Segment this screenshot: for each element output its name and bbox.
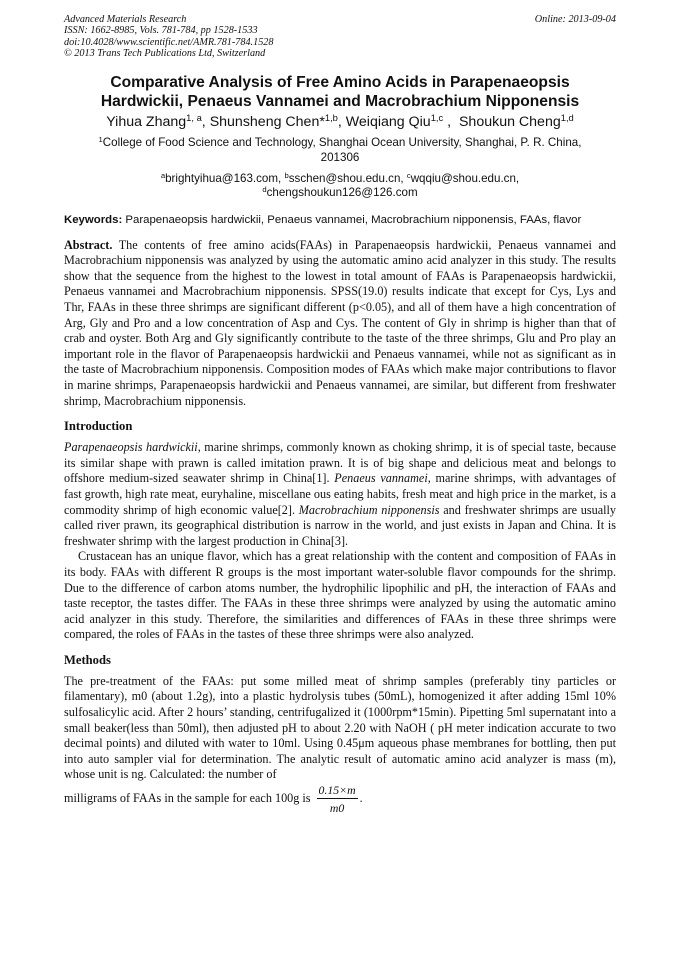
affiliation — [64, 135, 616, 165]
author-sup: 1,b — [324, 112, 338, 123]
keywords-text: Parapenaeopsis hardwickii, Penaeus vannamei, Macrobrachium nipponensis, FAAs, flavor — [122, 213, 582, 226]
paper-title — [64, 73, 616, 111]
author-sep: , — [201, 113, 210, 130]
affiliation-sup: 1 — [98, 134, 103, 144]
author-name: Weiqiang Qiu — [345, 113, 431, 130]
abstract — [64, 238, 616, 410]
author-name: Yihua Zhang — [106, 113, 187, 130]
keywords-label: Keywords: — [64, 213, 123, 226]
email-sup: b — [284, 170, 289, 180]
formula-denominator: m0 — [329, 801, 345, 816]
affiliation-line-1: College of Food Science and Technology, Shanghai Ocean University, Shanghai, P. R. China, — [102, 135, 582, 149]
author-sup: 1,c — [430, 112, 444, 123]
intro-text: , marine shrimps, commonly known as choking shrimp, it is of special taste, because its similar shape with prawn is called imitation prawn. It is of big shape and delicious meat and belongs to offshore medium-sized seawater shrimp in China[1]. — [64, 440, 616, 486]
online-date: Online: 2013-09-04 — [534, 14, 616, 25]
email-sup: c — [406, 170, 411, 180]
abstract-text: The contents of free amino acids(FAAs) in Parapenaeopsis hardwickii, Penaeus vannamei and Macrobrachium nipponensis was analyzed by using the automatic amino acid analyzer in this study. The results show that the sequence from the highest to the lowest in total amount of FAAs is Parapenaeopsis hardwickii, Penaeus vannamei and Macrobrachium nipponensis. SPSS(19.0) results indicate that except for Cys, Lys and Thr, FAAs in these three shrimps are significant different (p<0.05), and all of them have a high concentration of Arg, Gly and Pro and a low concentration of Asp and Cys. The content of Gly in shrimp is higher than that of crab and oyster. Both Arg and Gly significantly contribute to the taste of the three shrimps, Glu and Pro play an important role in the flavor of Parapenaeopsis hardwickii and Penaeus vannamei, while not as significant as in the taste of Macrobrachium nipponensis. Composition modes of FAAs which make major contributions to flavor in marine shrimps, Parapenaeopsis hardwickii and Penaeus vannamei, are similar, but different from freshwater shrimp, Macrobrachium nipponensis. — [64, 237, 616, 408]
copyright-line: © 2013 Trans Tech Publications Ltd, Switzerland — [64, 48, 266, 60]
author-sup: 1, a — [186, 112, 202, 123]
author-name: Shunsheng Chen* — [209, 113, 325, 130]
email-address[interactable]: brightyihua@163.com, — [165, 171, 285, 185]
email-sup: a — [160, 170, 166, 180]
formula-numerator: 0.15×m — [318, 783, 356, 798]
email-sup: d — [262, 184, 267, 194]
email-address[interactable]: chengshoukun126@126.com — [266, 186, 418, 200]
author-name: Shoukun Cheng — [458, 113, 561, 130]
methods-heading: Methods — [64, 652, 111, 667]
introduction-heading: Introduction — [64, 419, 133, 434]
issn-line: ISSN: 1662-8985, Vols. 781-784, pp 1528-1533 — [64, 25, 258, 37]
species-name: Parapenaeopsis hardwickii — [64, 440, 198, 455]
intro-text: , marine shrimps, with advantages of fast growth, high rate meat, euryhaline, miscellane ous eating habits, fresh meat and high price in the market, is a commodity shrimp of high economic value[2]. — [64, 471, 617, 517]
author-sep: , — [443, 113, 459, 130]
title-line-1: Comparative Analysis of Free Amino Acids in Parapenaeopsis — [110, 73, 570, 91]
methods-paragraph-1: The pre-treatment of the FAAs: put some milled meat of shrimp samples (preferably tiny particles or filamentary), m0 (about 1.2g), into a plastic hydrolysis tubes (50mL), homogenized it after adding 15ml 10% sulfosalicylic acid. After 2 hours’ standing, centrifugalized it (1000rpm*15min). Pipetting 5ml supernatant into a small beaker(less than 50ml), then adjusted pH to about 2.20 with NaOH ( pH meter indication accurate to two decimal points) and diluted with water to 10ml. Using 0.45μm aqueous phase membranes for bottling, then put into auto sampler vial for determination. The analytic result of automatic amino acid analyzer is mass (m), whose unit is ng. Calculated: the number of — [64, 673, 616, 782]
email-address[interactable]: wqqiu@shou.edu.cn, — [410, 171, 520, 185]
email-list — [64, 172, 616, 201]
author-sep: , — [337, 113, 346, 130]
formula-tail: . — [359, 790, 363, 805]
methods-formula-line — [64, 783, 616, 815]
intro-text: and freshwater shrimps are usually called river prawn, its geographical distribution is narrow in the world, and just exists in Japan and China. It is freshwater shrimp with the largest production in China[3]. — [64, 502, 617, 548]
introduction-paragraph-2: Crustacean has an unique flavor, which has a great relationship with the content and composition of FAAs in its body. FAAs with different R groups is the most important water-soluble flavor compounds for the shrimp. Due to the difference of carbon atoms number, the hydrophilic lipophilic and pH, the interaction of FAAs and taste receptor, the tastes differ. The FAAs in these three shrimps were analyzed by using the automatic amino acid analyzer in this study. Therefore, the similarities and differences of FAAs in these three shrimps were compared, the roles of FAAs in the tastes of these three shrimps were also analyzed. — [64, 549, 616, 642]
formula-fraction — [317, 783, 358, 815]
abstract-label: Abstract. — [64, 237, 113, 252]
publication-header — [64, 14, 616, 60]
species-name: Macrobrachium nipponensis — [298, 502, 440, 517]
species-name: Penaeus vannamei — [334, 471, 428, 486]
author-sup: 1,d — [560, 112, 574, 123]
author-list — [64, 113, 616, 131]
title-line-2: Hardwickii, Penaeus Vannamei and Macrobrachium Nipponensis — [100, 92, 580, 110]
keywords — [64, 213, 616, 228]
affiliation-line-2: 201306 — [320, 150, 360, 164]
formula-lead-text: milligrams of FAAs in the sample for each 100g is — [64, 790, 311, 805]
introduction-paragraph-1 — [64, 440, 616, 549]
doi-line: doi:10.4028/www.scientific.net/AMR.781-784.1528 — [64, 36, 274, 48]
paper-page — [64, 14, 616, 815]
email-address[interactable]: sschen@shou.edu.cn, — [288, 171, 407, 185]
journal-name: Advanced Materials Research — [64, 14, 187, 25]
